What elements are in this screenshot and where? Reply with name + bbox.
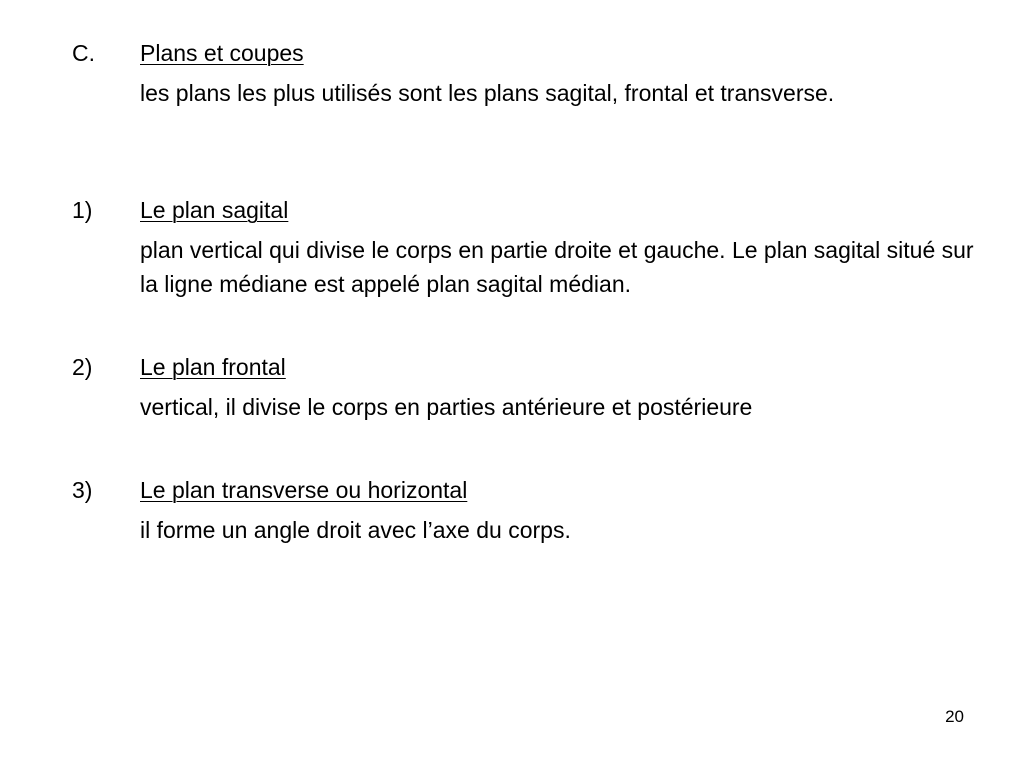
section-heading-row [72,350,972,384]
section-body: vertical, il divise le corps en parties antérieure et postérieure [140,394,753,420]
section-heading-row [72,473,972,507]
section-plans-et-coupes [72,36,972,110]
section-body: plan vertical qui divise le corps en partie droite et gauche. Le plan sagital situé sur la ligne médiane est appelé plan sagital médian. [140,237,974,297]
section-heading: Le plan transverse ou horizontal [140,477,468,503]
page-number: 20 [945,707,964,726]
section-body: il forme un angle droit avec l’axe du corps. [140,517,571,543]
section-heading-row [72,193,972,227]
section-plan-transverse [72,473,972,547]
section-heading: Le plan frontal [140,354,286,380]
section-marker: 1) [72,197,93,223]
section-plan-sagital [72,193,972,301]
section-heading: Le plan sagital [140,197,289,223]
section-plan-frontal [72,350,972,424]
section-marker: C. [72,40,95,66]
section-heading-row [72,36,972,70]
section-marker: 3) [72,477,93,503]
section-marker: 2) [72,354,93,380]
section-body: les plans les plus utilisés sont les plans sagital, frontal et transverse. [140,80,835,106]
section-heading: Plans et coupes [140,40,304,66]
